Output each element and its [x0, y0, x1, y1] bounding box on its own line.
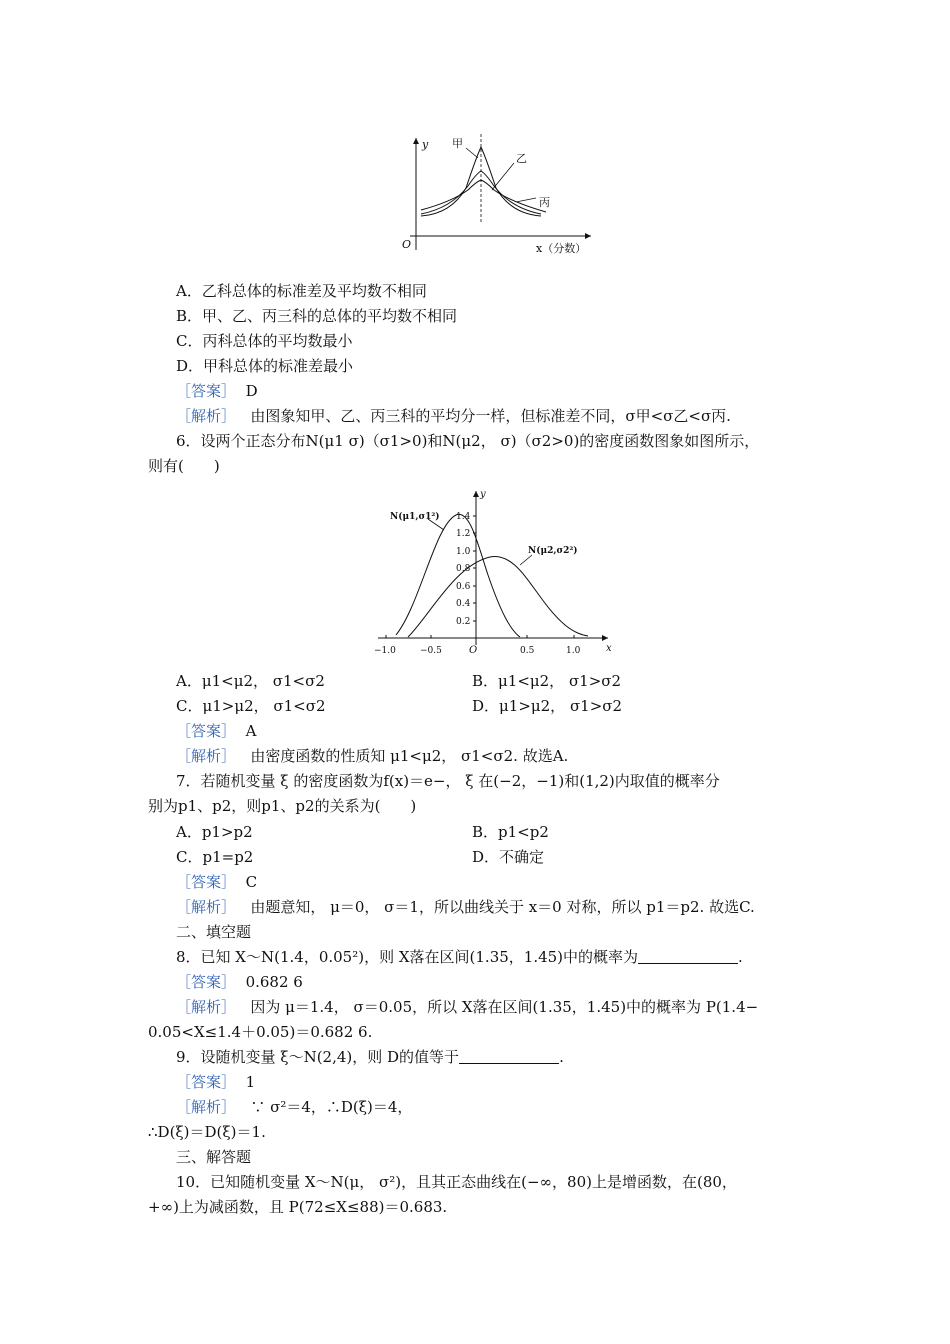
q7-analysis	[176, 897, 755, 917]
y-label: y	[422, 138, 429, 151]
answer-tag: ［答案］	[176, 873, 237, 891]
x-label: x	[606, 643, 612, 654]
analysis-tag: ［解析］	[176, 898, 237, 916]
x-tick-2: −0.5	[420, 646, 442, 656]
q5-option-c: C．丙科总体的平均数最小	[176, 332, 353, 350]
y-tick-4: 0.8	[456, 564, 471, 574]
analysis-text: 由密度函数的性质知 μ1<μ2， σ1<σ2. 故选A.	[250, 747, 569, 765]
y-tick-3: 1.0	[456, 547, 471, 557]
q6-answer	[176, 721, 256, 741]
curve-yi	[421, 171, 541, 214]
section-heading-2: 二、填空题	[176, 923, 252, 941]
q8-stem-text: 8．已知 X～N(1.4，0.05²)，则 X落在区间(1.35，1.45)中的概率为	[176, 948, 639, 966]
curve-2	[408, 556, 588, 637]
y-tick-7: 0.2	[456, 617, 471, 627]
curve-1-label: N(μ1,σ1²)	[390, 512, 440, 522]
x-tick-1: −1.0	[374, 646, 396, 656]
q6-option-c: C．μ1>μ2， σ1<σ2	[176, 697, 326, 715]
analysis-text: 由题意知， μ＝0， σ＝1，所以曲线关于 x＝0 对称，所以 p1＝p2. 故选C.	[250, 898, 755, 916]
q9-answer	[176, 1072, 255, 1092]
answer-tag: ［答案］	[176, 382, 237, 400]
answer-tag: ［答案］	[176, 973, 237, 991]
x-tick-3: 0.5	[520, 646, 535, 656]
q6-stem-1: 6．设两个正态分布N(μ1 σ)（σ1>0)和N(μ2， σ)（σ2>0)的密度函数图象如图所示，	[176, 432, 760, 450]
answer-value: D	[245, 382, 258, 400]
q5-option-d: D．甲科总体的标准差最小	[176, 357, 354, 375]
y-label: y	[480, 489, 486, 500]
analysis-tag: ［解析］	[176, 747, 237, 765]
q6-option-b: B．μ1<μ2， σ1>σ2	[472, 672, 622, 690]
q5-option-a: A．乙科总体的标准差及平均数不相同	[176, 282, 427, 300]
q8-answer-blank	[638, 949, 738, 964]
q9-analysis-2: ∴D(ξ)＝D(ξ)＝1.	[148, 1123, 266, 1141]
q6-option-d: D．μ1>μ2， σ1>σ2	[472, 697, 623, 715]
q7-stem-2: 别为p1、p2，则p1、p2的关系为( )	[148, 797, 417, 815]
x-label: x（分数）	[536, 242, 587, 255]
q9-answer-blank	[459, 1049, 559, 1064]
q8-analysis-2: 0.05<X≤1.4＋0.05)＝0.682 6.	[148, 1023, 373, 1041]
y-tick-1: 1.4	[456, 512, 471, 522]
q7-option-c: C．p1=p2	[176, 848, 254, 866]
section-heading-3: 三、解答题	[176, 1148, 252, 1166]
answer-value: 0.682 6	[245, 973, 303, 991]
answer-value: 1	[245, 1073, 256, 1091]
answer-tag: ［答案］	[176, 1073, 237, 1091]
answer-value: C	[245, 873, 258, 891]
analysis-text: 由图象知甲、乙、丙三科的平均分一样，但标准差不同，σ甲<σ乙<σ丙.	[250, 407, 731, 425]
curve-bing	[421, 180, 546, 212]
analysis-tag: ［解析］	[176, 998, 237, 1016]
y-tick-2: 1.2	[456, 529, 471, 539]
q5-answer	[176, 381, 258, 401]
curve-2-label: N(μ2,σ2²)	[528, 546, 578, 556]
analysis-text: 因为 μ＝1.4， σ＝0.05，所以 X落在区间(1.35，1.45)中的概率为 P(1.4−	[250, 998, 759, 1016]
q9-stem-text: 9．设随机变量 ξ～N(2,4)，则 D的值等于	[176, 1048, 460, 1066]
label-bing: 丙	[539, 196, 550, 209]
q9-analysis	[176, 1097, 412, 1117]
y-tick-6: 0.4	[456, 599, 471, 609]
q8-analysis	[176, 997, 758, 1017]
q7-option-d: D．不确定	[472, 848, 545, 866]
q6-analysis	[176, 746, 568, 766]
q8-answer	[176, 972, 303, 992]
q7-answer	[176, 872, 257, 892]
analysis-tag: ［解析］	[176, 1098, 237, 1116]
origin-label: O	[469, 645, 478, 656]
q6-stem-2: 则有( )	[148, 457, 220, 475]
origin-label: O	[402, 238, 412, 251]
analysis-text: ∵ σ²＝4，∴D(ξ)＝4，	[250, 1098, 413, 1116]
label-yi: 乙	[516, 152, 527, 165]
q10-stem-2: +∞)上为减函数，且 P(72≤X≤88)＝0.683.	[148, 1198, 448, 1216]
q7-option-b: B．p1<p2	[472, 823, 549, 841]
y-tick-5: 0.6	[456, 582, 471, 592]
answer-value: A	[245, 722, 257, 740]
q5-analysis	[176, 406, 731, 426]
q7-stem-1: 7．若随机变量 ξ 的密度函数为f(x)＝e−， ξ 在(−2，−1)和(1,2)内取值的概率分	[176, 772, 720, 790]
q8-stem: 8．已知 X～N(1.4，0.05²)，则 X落在区间(1.35，1.45)中的概率为 .	[176, 948, 743, 966]
figure-1-normal-curves	[396, 130, 596, 260]
q6-option-a: A．μ1<μ2， σ1<σ2	[176, 672, 325, 690]
q7-option-a: A．p1>p2	[176, 823, 253, 841]
answer-tag: ［答案］	[176, 722, 237, 740]
x-tick-4: 1.0	[566, 646, 581, 656]
q9-stem: 9．设随机变量 ξ～N(2,4)，则 D的值等于 .	[176, 1048, 564, 1066]
analysis-tag: ［解析］	[176, 407, 237, 425]
q10-stem-1: 10．已知随机变量 X～N(μ， σ²)，且其正态曲线在(−∞，80)上是增函数，在(80，	[176, 1173, 737, 1191]
q5-option-b: B．甲、乙、丙三科的总体的平均数不相同	[176, 307, 458, 325]
figure-2-density-curves	[360, 485, 620, 660]
label-jia: 甲	[452, 137, 463, 150]
